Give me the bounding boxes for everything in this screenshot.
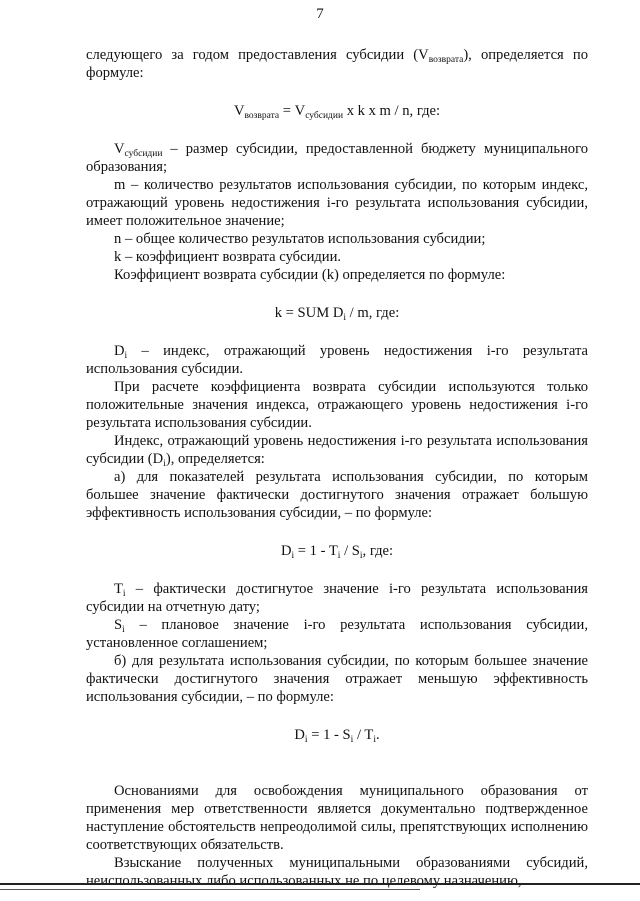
definition-s xyxy=(86,616,588,652)
definition-t xyxy=(86,580,588,616)
text-run: следующего за годом предоставления субсидии (V xyxy=(86,47,429,63)
definition-m: m – количество результатов использования субсидии, по которым индекс, отражающий уровень недостижения i-го результата использования субсидии, имеет положительное значение; xyxy=(86,177,588,229)
text-run: = V xyxy=(279,103,306,119)
subscript: i xyxy=(122,625,125,635)
subscript: i xyxy=(163,459,166,469)
text-run: ), определяется по формуле: xyxy=(86,47,588,81)
text-run: – размер субсидии, предоставленной бюджету муниципального образования; xyxy=(86,141,588,175)
subscript: субсидии xyxy=(124,149,163,159)
definition-d xyxy=(86,342,588,378)
text-run: , где: xyxy=(362,543,394,559)
scan-edge-line-secondary xyxy=(0,889,420,890)
subscript: i xyxy=(350,735,354,745)
text-run: D xyxy=(294,727,305,743)
paragraph-positive-values: При расчете коэффициента возврата субсидии используются только положительные значения индекса, отражающего уровень недостижения i-го результата использования субсидии. xyxy=(86,379,588,431)
subscript: i xyxy=(124,351,128,361)
subscript: i xyxy=(122,589,126,599)
text-run: S xyxy=(114,617,123,633)
definition-k: k – коэффициент возврата субсидии. xyxy=(114,249,342,265)
subscript: i xyxy=(373,735,376,745)
text-run: D xyxy=(280,543,292,559)
text-run: Индекс, отражающий уровень недостижения i-го результата использования субсидии (D xyxy=(86,433,588,467)
subscript: i xyxy=(291,551,295,561)
subscript: i xyxy=(304,735,308,745)
text-run: ), определяется: xyxy=(165,451,265,467)
scan-edge-line xyxy=(0,883,640,885)
subscript: возврата xyxy=(428,55,464,65)
text-run: / T xyxy=(353,727,374,743)
formula-b xyxy=(86,726,588,744)
formula-v-return xyxy=(86,102,588,120)
text-run: x k x m / n, где: xyxy=(343,103,441,119)
formula-a xyxy=(86,542,588,560)
formula-k xyxy=(86,304,588,322)
subscript: i xyxy=(337,551,341,561)
text-run: – плановое значение i-го результата использования субсидии, установленное соглашением; xyxy=(86,617,588,651)
text-run: V xyxy=(114,141,125,157)
text-run: = 1 - S xyxy=(307,727,351,743)
subscript: субсидии xyxy=(305,111,344,121)
text-run: / m, где: xyxy=(346,305,400,321)
subscript: i xyxy=(359,551,363,561)
text-run: k = SUM D xyxy=(274,305,344,321)
text-run: – фактически достигнутое значение i-го результата использования субсидии на отчетную дату; xyxy=(86,581,588,615)
paragraph-recovery: Взыскание полученных муниципальными образованиями субсидий, неиспользованных либо использованных не по целевому назначению, xyxy=(86,855,588,889)
paragraph-continuation xyxy=(86,46,588,82)
paragraph-index xyxy=(86,432,588,468)
text-run: V xyxy=(233,103,245,119)
paragraph-grounds: Основаниями для освобождения муниципального образования от применения мер ответственности является документально подтвержденное наступление обстоятельств непреодолимой силы, препятствующих исполнению соответствующих обязательств. xyxy=(86,783,588,853)
text-run: = 1 - T xyxy=(294,543,338,559)
text-run: / S xyxy=(340,543,360,559)
paragraph-b: б) для результата использования субсидии, по которым большее значение фактически достигнутого значения отражает меньшую эффективность использования субсидии, – по формуле: xyxy=(86,653,588,705)
definition-v-subsidy xyxy=(86,140,588,176)
page-number: 7 xyxy=(316,6,324,22)
k-intro: Коэффициент возврата субсидии (k) определяется по формуле: xyxy=(114,267,506,283)
text-run: D xyxy=(114,343,125,359)
subscript: возврата xyxy=(244,111,280,121)
text-run: – индекс, отражающий уровень недостижения i-го результата использования субсидии. xyxy=(86,343,588,377)
text-run: T xyxy=(114,581,123,597)
paragraph-a: а) для показателей результата использования субсидии, по которым большее значение фактически достигнутого значения отражает большую эффективность использования субсидии, – по формуле: xyxy=(86,469,588,521)
definition-n: n – общее количество результатов использования субсидии; xyxy=(114,231,486,247)
document-body xyxy=(86,46,588,890)
subscript: i xyxy=(343,313,347,323)
text-run: . xyxy=(375,727,380,743)
